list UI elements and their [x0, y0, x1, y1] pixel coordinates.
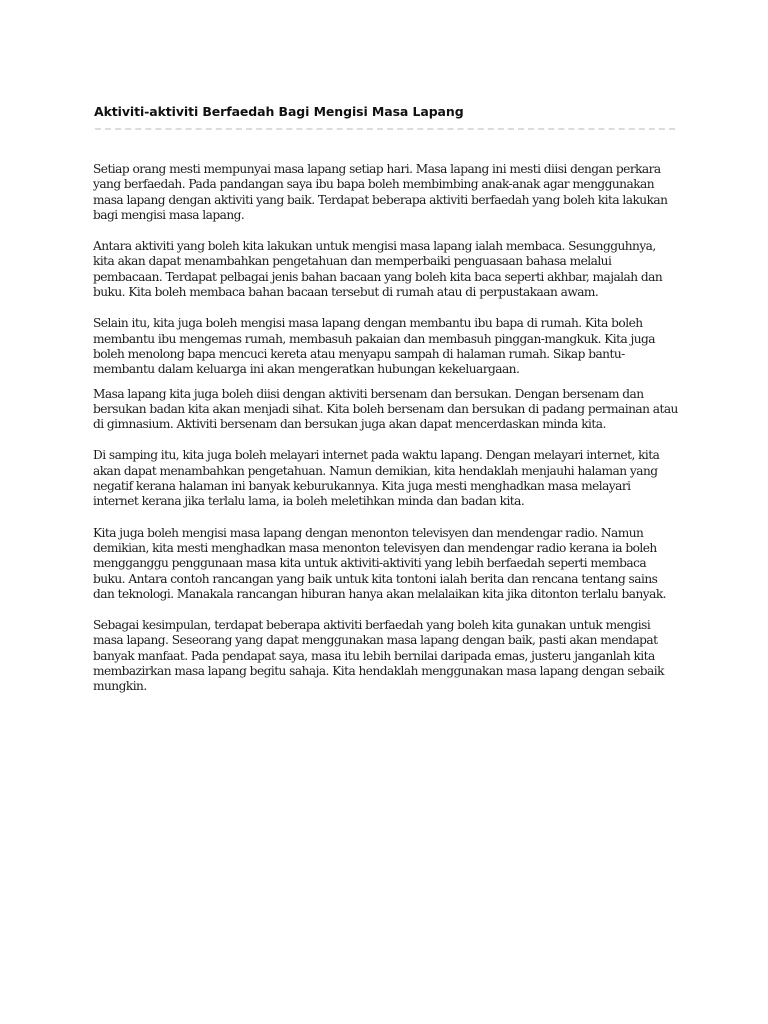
- paragraph-television: Kita juga boleh mengisi masa lapang dengan menonton televisyen dan mendengar radio. Namun demikian, kita mesti menghadkan masa menonton televisyen dan mendengar radio kerana ia boleh mengganggu penggunaan masa kita untuk aktiviti-aktiviti yang lebih berfaedah seperti membaca buku. Antara contoh rancangan yang baik untuk kita tontoni ialah berita dan rencana tentang sains dan teknologi. Manakala rancangan hiburan hanya akan melalaikan kita jika ditonton terlalu banyak.: [93, 525, 667, 601]
- document-body: [93, 162, 678, 711]
- paragraph-conclusion: Sebagai kesimpulan, terdapat beberapa aktiviti berfaedah yang boleh kita gunakan untuk mengisi masa lapang. Seseorang yang dapat menggunakan masa lapang dengan baik, pasti akan mendapat banyak manfaat. Pada pendapat saya, masa itu lebih bernilai daripada emas, justeru janganlah kita membazirkan masa lapang begitu sahaja. Kita hendaklah menggunakan masa lapang dengan sebaik mungkin.: [93, 618, 664, 694]
- title-divider: [95, 128, 675, 130]
- paragraph-internet: Di samping itu, kita juga boleh melayari internet pada waktu lapang. Dengan melayari internet, kita akan dapat menambahkan pengetahuan. Namun demikian, kita hendaklah menjauhi halaman yang negatif kerana halaman ini banyak keburukannya. Kita juga mesti menghadkan masa melayari internet kerana jika terlalu lama, ia boleh meletihkan minda dan badan kita.: [93, 448, 660, 509]
- paragraph-exercise: Masa lapang kita juga boleh diisi dengan aktiviti bersenam dan bersukan. Dengan bersenam dan bersukan badan kita akan menjadi sihat. Kita boleh bersenam dan bersukan di padang permainan atau di gimnasium. Aktiviti bersenam dan bersukan juga akan dapat mencerdaskan minda kita.: [93, 386, 678, 432]
- paragraph-reading: Antara aktiviti yang boleh kita lakukan untuk mengisi masa lapang ialah membaca. Sesungguhnya, kita akan dapat menambahkan pengetahuan dan memperbaiki penguasaan bahasa melalui pembacaan. Terdapat pelbagai jenis bahan bacaan yang boleh kita baca seperti akhbar, majalah dan buku. Kita boleh membaca bahan bacaan tersebut di rumah atau di perpustakaan awam.: [93, 239, 663, 300]
- paragraph-helping-parents: Selain itu, kita juga boleh mengisi masa lapang dengan membantu ibu bapa di rumah. Kita boleh membantu ibu mengemas rumah, membasuh pakaian dan membasuh pinggan-mangkuk. Kita juga boleh menolong bapa mencuci kereta atau menyapu sampah di halaman rumah. Sikap bantu-membantu dalam keluarga ini akan mengeratkan hubungan kekeluargaan.: [93, 316, 656, 377]
- document-title: Aktiviti-aktiviti Berfaedah Bagi Mengisi Masa Lapang: [94, 104, 464, 119]
- paragraph-intro: Setiap orang mesti mempunyai masa lapang setiap hari. Masa lapang ini mesti diisi dengan perkara yang berfaedah. Pada pandangan saya ibu bapa boleh membimbing anak-anak agar menggunakan masa lapang dengan aktiviti yang baik. Terdapat beberapa aktiviti berfaedah yang boleh kita lakukan bagi mengisi masa lapang.: [93, 162, 668, 222]
